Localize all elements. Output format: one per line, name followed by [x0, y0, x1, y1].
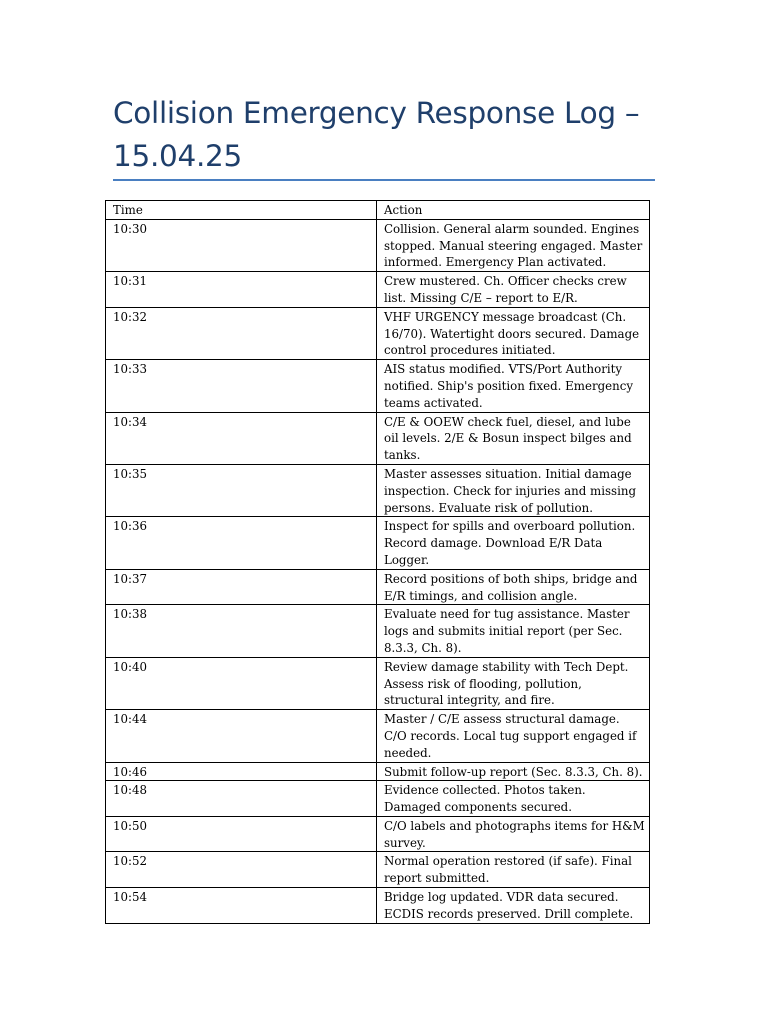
title-underline	[113, 179, 655, 181]
action-cell: Evaluate need for tug assistance. Master logs and submits initial report (per Sec. 8.3.3, Ch. 8).	[377, 605, 650, 657]
table-row	[106, 888, 650, 924]
action-cell: Evidence collected. Photos taken. Damaged components secured.	[377, 781, 650, 817]
action-cell: Normal operation restored (if safe). Final report submitted.	[377, 852, 650, 888]
action-cell: Master assesses situation. Initial damage inspection. Check for injuries and missing persons. Evaluate risk of pollution.	[377, 464, 650, 516]
time-cell: 10:54	[106, 888, 377, 924]
table-row	[106, 710, 650, 762]
action-cell: Review damage stability with Tech Dept. Assess risk of flooding, pollution, structural integrity, and fire.	[377, 657, 650, 709]
table-row	[106, 762, 650, 781]
time-cell: 10:50	[106, 816, 377, 852]
header-time: Time	[106, 201, 377, 220]
table-row	[106, 852, 650, 888]
action-cell: Record positions of both ships, bridge and E/R timings, and collision angle.	[377, 569, 650, 605]
time-cell: 10:33	[106, 360, 377, 412]
action-cell: Master / C/E assess structural damage. C/O records. Local tug support engaged if needed.	[377, 710, 650, 762]
table-row	[106, 272, 650, 308]
action-cell: Submit follow-up report (Sec. 8.3.3, Ch. 8).	[377, 762, 650, 781]
action-cell: VHF URGENCY message broadcast (Ch. 16/70). Watertight doors secured. Damage control procedures initiated.	[377, 307, 650, 359]
action-cell: Bridge log updated. VDR data secured. ECDIS records preserved. Drill complete.	[377, 888, 650, 924]
table-row	[106, 517, 650, 569]
table-row	[106, 657, 650, 709]
time-cell: 10:44	[106, 710, 377, 762]
table-row	[106, 307, 650, 359]
time-cell: 10:31	[106, 272, 377, 308]
table-row	[106, 816, 650, 852]
time-cell: 10:30	[106, 219, 377, 271]
time-cell: 10:46	[106, 762, 377, 781]
table-header-row	[106, 201, 650, 220]
response-log-table	[105, 200, 650, 924]
action-cell: Crew mustered. Ch. Officer checks crew list. Missing C/E – report to E/R.	[377, 272, 650, 308]
time-cell: 10:40	[106, 657, 377, 709]
action-cell: C/E & OOEW check fuel, diesel, and lube oil levels. 2/E & Bosun inspect bilges and tanks.	[377, 412, 650, 464]
table-row	[106, 464, 650, 516]
time-cell: 10:37	[106, 569, 377, 605]
header-action: Action	[377, 201, 650, 220]
table-row	[106, 781, 650, 817]
action-cell: AIS status modified. VTS/Port Authority notified. Ship's position fixed. Emergency teams activated.	[377, 360, 650, 412]
table-row	[106, 412, 650, 464]
action-cell: Inspect for spills and overboard pollution. Record damage. Download E/R Data Logger.	[377, 517, 650, 569]
table-row	[106, 569, 650, 605]
table-row	[106, 219, 650, 271]
time-cell: 10:32	[106, 307, 377, 359]
table-row	[106, 605, 650, 657]
action-cell: C/O labels and photographs items for H&M survey.	[377, 816, 650, 852]
time-cell: 10:36	[106, 517, 377, 569]
time-cell: 10:34	[106, 412, 377, 464]
time-cell: 10:48	[106, 781, 377, 817]
action-cell: Collision. General alarm sounded. Engines stopped. Manual steering engaged. Master informed. Emergency Plan activated.	[377, 219, 650, 271]
time-cell: 10:38	[106, 605, 377, 657]
time-cell: 10:35	[106, 464, 377, 516]
time-cell: 10:52	[106, 852, 377, 888]
document-title: Collision Emergency Response Log – 15.04.25	[113, 96, 640, 173]
table-row	[106, 360, 650, 412]
